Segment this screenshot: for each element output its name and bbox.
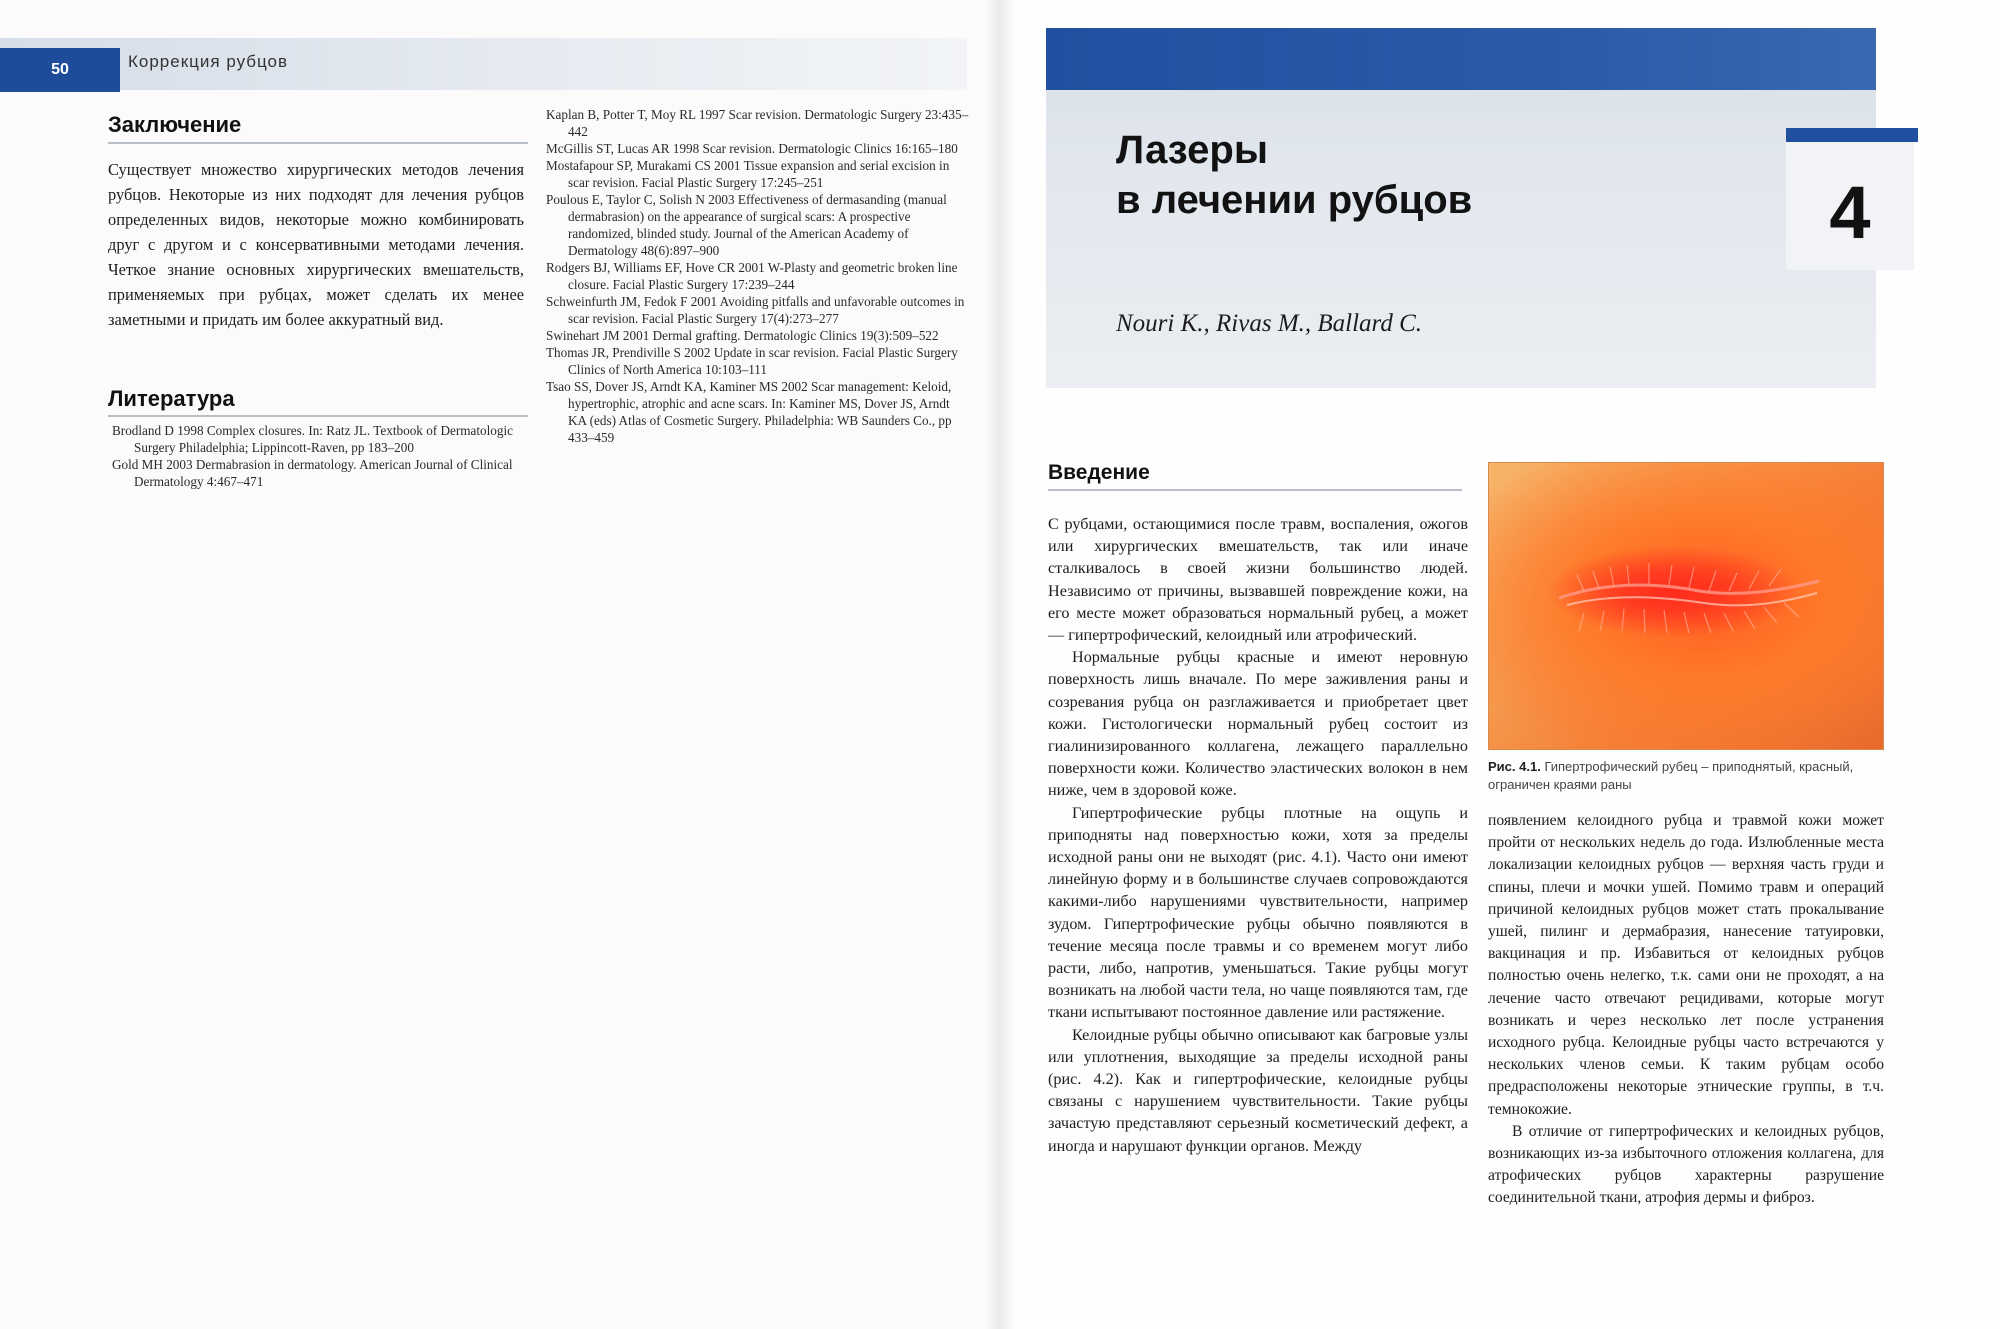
chapter-authors: Nouri K., Rivas M., Ballard C. — [1116, 310, 1423, 337]
literature-heading: Литература — [108, 386, 235, 411]
body-paragraph: Келоидные рубцы обычно описывают как багровые узлы или уплотнения, выходящие за пределы исходной раны (рис. 4.2). Как и гипертрофические, келоидные рубцы связаны с нарушением чувствительности. Такие рубцы зачастую представляют серьезный косметический дефект, а иногда и нарушают функции органов. Между — [1048, 1025, 1468, 1155]
figure-label: Рис. 4.1. — [1488, 759, 1541, 774]
references-column-2 — [546, 106, 970, 446]
figure-caption-text: Гипертрофический рубец – приподнятый, красный, ограничен краями раны — [1488, 759, 1854, 792]
reference-item: Kaplan B, Potter T, Moy RL 1997 Scar revision. Dermatologic Surgery 23:435–442 — [546, 107, 969, 139]
scar-photo — [1488, 462, 1884, 750]
reference-item: Poulous E, Taylor C, Solish N 2003 Effectiveness of dermasanding (manual dermabrasion) on the appearance of surgical scars: A prospective randomized, blinded study. Journal of the American Academy of Dermatology 48(6):897–900 — [546, 192, 947, 258]
conclusion-heading-rule — [108, 142, 528, 144]
reference-item: Tsao SS, Dover JS, Arndt KA, Kaminer MS 2002 Scar management: Keloid, hypertrophic, atrophic and acne scars. In: Kaminer MS, Dover JS, Arndt KA (eds) Atlas of Cosmetic Surgery. Philadelphia: WB Saunders Co., pp 433–459 — [546, 379, 952, 445]
body-paragraph: С рубцами, остающимися после травм, воспаления, ожогов или хирургических вмешательств, так или иначе сталкивалось в своей жизни большинство людей. Независимо от причины, вызвавшей повреждение кожи, на его месте может образоваться нормальный рубец, а может — гипертрофический, келоидный или атрофический. — [1048, 515, 1468, 645]
reference-item: Thomas JR, Prendiville S 2002 Update in scar revision. Facial Plastic Surgery Clinics of North America 10:103–111 — [546, 345, 958, 377]
chapter-title — [1116, 125, 1472, 225]
conclusion-heading: Заключение — [108, 112, 242, 137]
scar-photo-texture — [1489, 463, 1883, 749]
reference-item: Gold MH 2003 Dermabrasion in dermatology. American Journal of Clinical Dermatology 4:467–471 — [112, 457, 513, 489]
chapter-header-bar — [1046, 28, 1876, 90]
body-paragraph: появлением келоидного рубца и травмой кожи может пройти от нескольких недель до года. Излюбленные места локализации келоидных рубцов — верхняя часть груди и спины, плечи и мочки ушей. Помимо травм и операций причиной келоидных рубцов может стать прокалывание ушей, пилинг и дермабразия, нанесение татуировки, вакцинация и пр. Избавиться от келоидных рубцов полностью очень нелегко, т.к. сами они не проходят, а на лечение часто отвечают рецидивами, которые могут возникать и через несколько лет после устранения исходного рубца. Келоидные рубцы часто встречаются у нескольких членов семьи. К таким рубцам особо предрасположены некоторые этнические группы, в т.ч. темнокожие. — [1488, 812, 1884, 1118]
body-paragraph: В отличие от гипертрофических и келоидных рубцов, возникающих из-за избыточного отложения коллагена, для атрофических рубцов характерны разрушение соединительной ткани, атрофия дермы и фиброз. — [1488, 1122, 1884, 1207]
reference-item: Schweinfurth JM, Fedok F 2001 Avoiding pitfalls and unfavorable outcomes in scar revision. Facial Plastic Surgery 17(4):273–277 — [546, 294, 965, 326]
reference-item: McGillis ST, Lucas AR 1998 Scar revision. Dermatologic Clinics 16:165–180 — [546, 141, 958, 156]
chapter-title-line-2: в лечении рубцов — [1116, 178, 1473, 222]
intro-column-1 — [1048, 513, 1468, 1157]
chapter-title-line-1: Лазеры — [1116, 128, 1268, 172]
literature-heading-rule — [108, 415, 528, 417]
reference-item: Rodgers BJ, Williams EF, Hove CR 2001 W-Plasty and geometric broken line closure. Facial Plastic Surgery 17:239–244 — [546, 260, 958, 292]
body-paragraph: Гипертрофические рубцы плотные на ощупь и приподняты над поверхностью кожи, хотя за пределы исходной раны они не выходят (рис. 4.1). Часто они имеют линейную форму и в большинстве случаев сопровождаются какими-либо нарушениями чувствительности, например зудом. Гипертрофические рубцы обычно появляются в течение месяца после травмы и со временем могут либо расти, либо, напротив, уменьшаться. Такие рубцы могут возникать на любой части тела, но чаще появляются там, где ткани испытывают постоянное давление или растяжение. — [1048, 803, 1468, 1022]
reference-item: Brodland D 1998 Complex closures. In: Ratz JL. Textbook of Dermatologic Surgery Philadelphia; Lippincott-Raven, pp 183–200 — [112, 423, 513, 455]
conclusion-paragraph: Существует множество хирургических методов лечения рубцов. Некоторые из них подходят для лечения рубцов определенных видов, некоторые можно комбинировать друг с другом и с консервативными методами лечения. Четкое знание основных хирургических вмешательств, применяемых при рубцах, может сделать их менее заметными и придать им более аккуратный вид. — [108, 160, 524, 329]
chapter-number: 4 — [1829, 171, 1871, 254]
references-column-1 — [112, 422, 526, 490]
body-paragraph: Нормальные рубцы красные и имеют неровную поверхность лишь вначале. По мере заживления раны и созревания рубца он разглаживается и приобретает цвет кожи. Гистологически нормальный рубец состоит из гиалинизированного коллагена, лежащего параллельно поверхности кожи. Количество эластических волокон в нем ниже, чем в здоровой коже. — [1048, 648, 1468, 800]
running-title: Коррекция рубцов — [128, 52, 289, 71]
intro-heading-rule — [1048, 489, 1462, 491]
book-gutter — [985, 0, 1015, 1329]
conclusion-text — [108, 157, 524, 332]
reference-item: Mostafapour SP, Murakami CS 2001 Tissue expansion and serial excision in scar revision. Facial Plastic Surgery 17:245–251 — [546, 158, 950, 190]
reference-item: Swinehart JM 2001 Dermal grafting. Dermatologic Clinics 19(3):509–522 — [546, 328, 939, 343]
intro-column-2 — [1488, 810, 1884, 1210]
chapter-number-accent — [1786, 128, 1918, 142]
intro-heading: Введение — [1048, 461, 1150, 484]
figure-caption — [1488, 758, 1888, 794]
page-number: 50 — [0, 48, 120, 92]
